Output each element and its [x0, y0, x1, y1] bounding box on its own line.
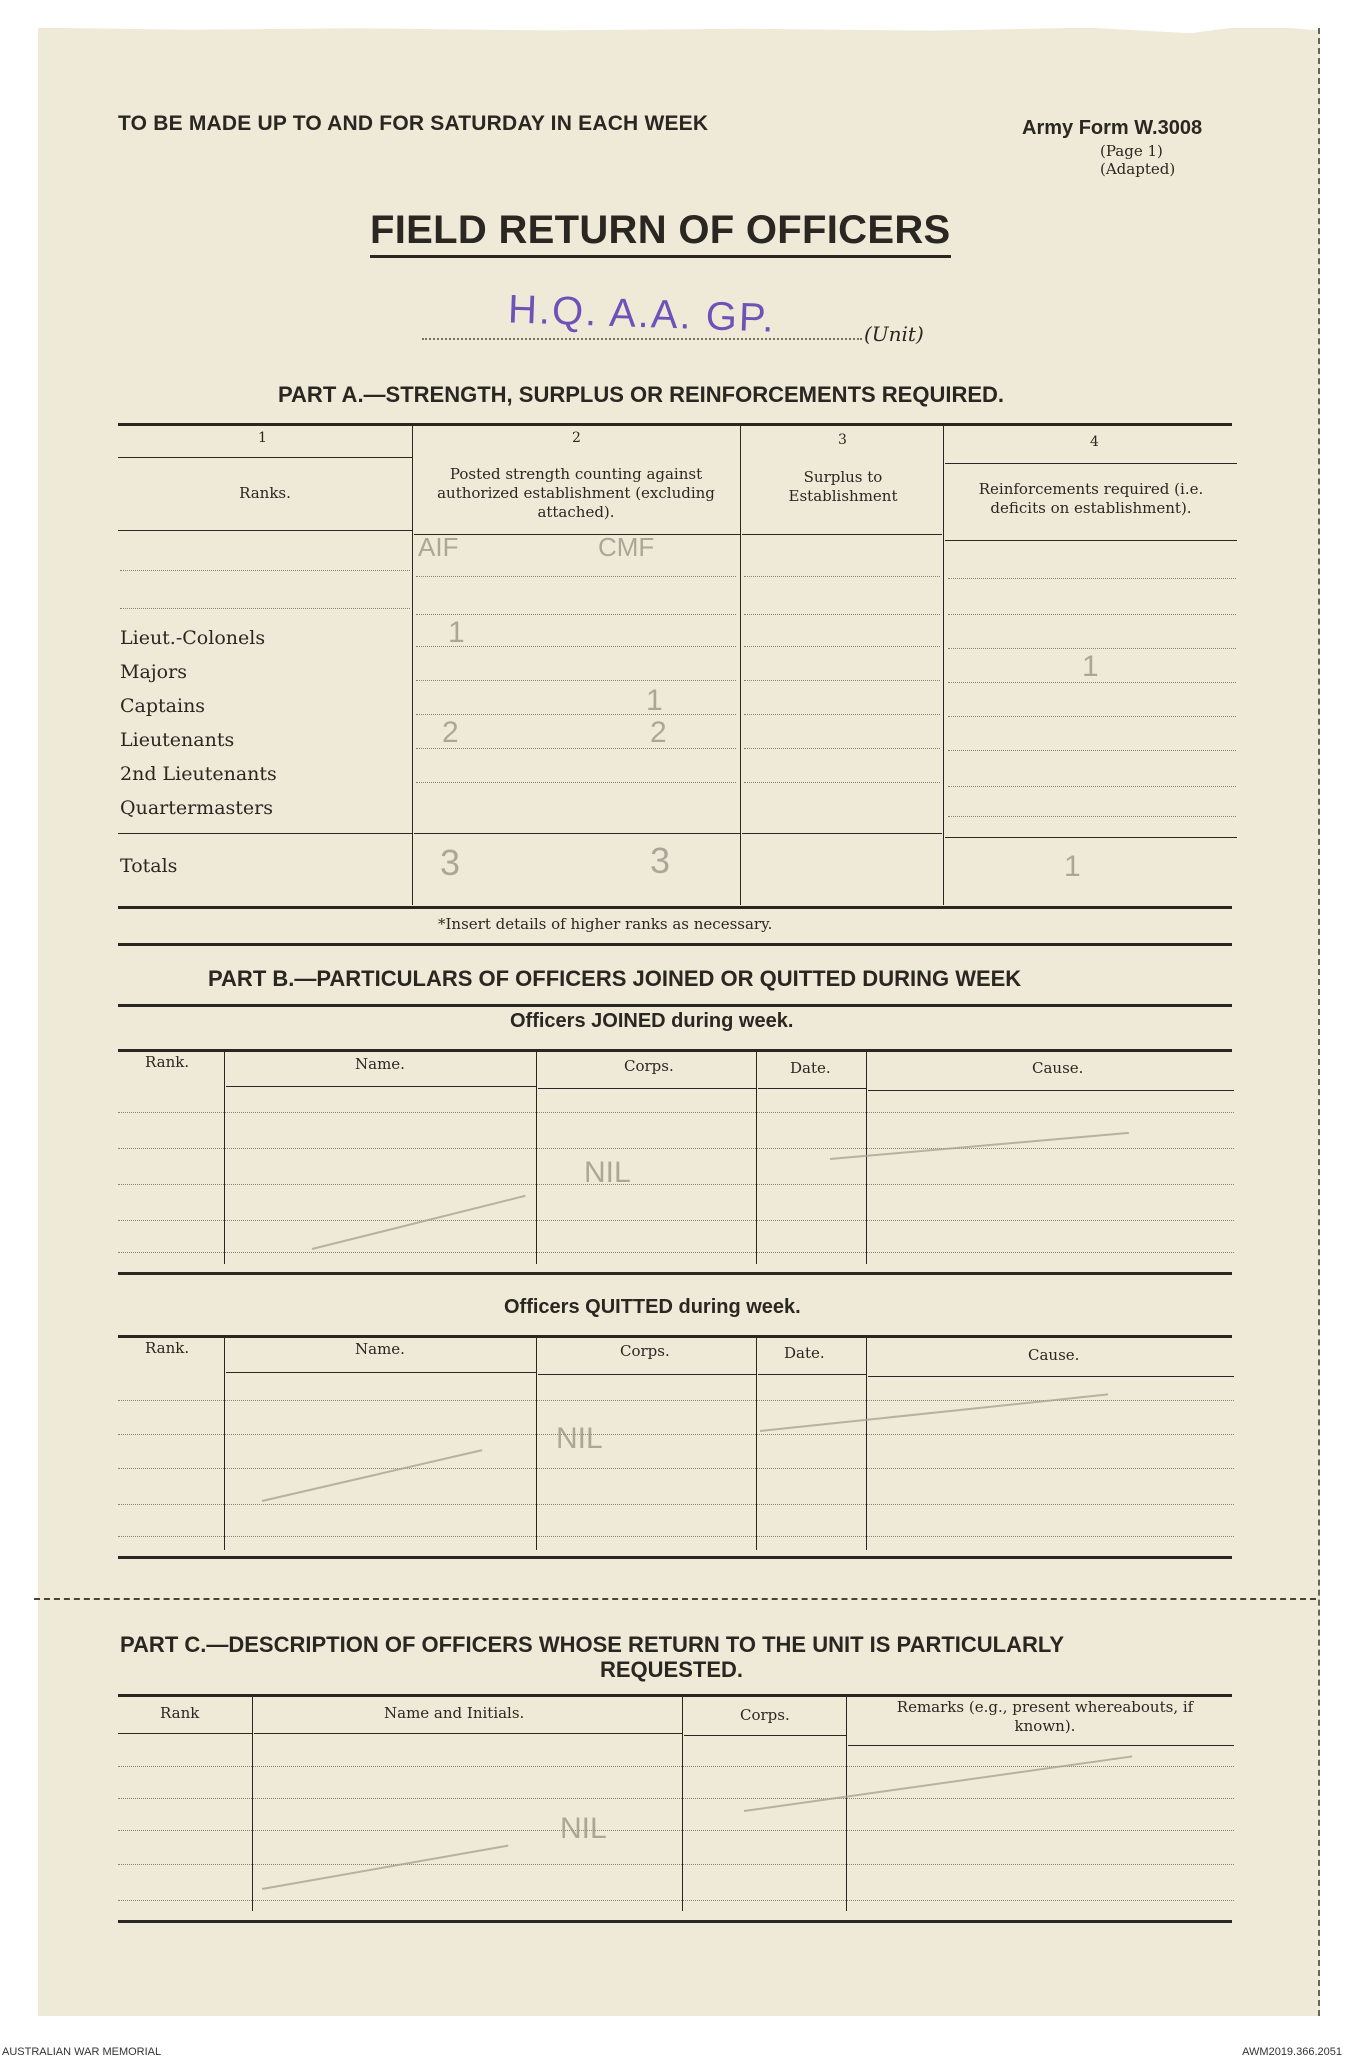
col-number-1: 1	[258, 430, 267, 446]
quitted-col-name: Name.	[355, 1340, 405, 1358]
part-c-title-line1: PART C.—DESCRIPTION OF OFFICERS WHOSE RETURN TO THE UNIT IS PARTICULARLY	[120, 1632, 1064, 1657]
joined-bottom-rule	[118, 1272, 1232, 1275]
unit-label: (Unit)	[864, 322, 924, 346]
totals-rule-4	[945, 837, 1237, 838]
totals-cmf: 3	[650, 840, 671, 881]
footer-right: AWM2019.366.2051	[1242, 2046, 1342, 2058]
joined-col-divider	[224, 1050, 225, 1264]
quitted-col-rank: Rank.	[145, 1339, 190, 1357]
joined-row-rule	[118, 1148, 1234, 1149]
quitted-col-divider	[756, 1336, 757, 1550]
row-rule	[120, 608, 410, 609]
quitted-col-divider	[536, 1336, 537, 1550]
perforation-line	[34, 1598, 1316, 1600]
part-c-col-remarks: Remarks (e.g., present whereabouts, if known).	[896, 1698, 1194, 1735]
rank-captains: Captains	[120, 695, 206, 717]
row-rule	[416, 680, 736, 681]
row-rule	[744, 614, 940, 615]
quitted-header-rule	[758, 1374, 866, 1375]
joined-col-corps: Corps.	[624, 1057, 674, 1075]
part-a-bottom-rule	[118, 906, 1232, 909]
part-b-title: PART B.—PARTICULARS OF OFFICERS JOINED OR QUITTED DURING WEEK	[208, 966, 1022, 991]
row-rule	[744, 782, 940, 783]
quitted-nil: NIL	[556, 1422, 603, 1455]
form-page: (Page 1)	[1100, 142, 1163, 160]
part-c-row-rule	[118, 1830, 1234, 1831]
header-rule-4	[945, 463, 1237, 464]
totals-label: Totals	[120, 855, 178, 877]
row-rule	[948, 816, 1236, 817]
part-c-header-rule	[118, 1733, 252, 1734]
lieutenants-aif: 2	[442, 716, 459, 749]
quitted-row-rule	[118, 1468, 1234, 1469]
form-subtitle	[1100, 142, 1175, 178]
quitted-header-rule	[538, 1374, 756, 1375]
instruction-text: TO BE MADE UP TO AND FOR SATURDAY IN EACH WEEK	[118, 112, 709, 135]
col-number-3: 3	[838, 432, 847, 448]
form-number: Army Form W.3008	[1022, 117, 1203, 139]
col-number-4: 4	[1090, 434, 1099, 450]
row-rule	[744, 748, 940, 749]
joined-col-name: Name.	[355, 1055, 405, 1073]
row-rule	[416, 576, 736, 577]
part-c-nil: NIL	[560, 1812, 607, 1845]
joined-col-divider	[866, 1050, 867, 1264]
form-adapted: (Adapted)	[1100, 160, 1176, 178]
col-number-2: 2	[572, 430, 581, 446]
part-a-top-rule	[118, 423, 1232, 426]
joined-row-rule	[118, 1184, 1234, 1185]
col-header-posted: Posted strength counting against authorized establishment (excluding attached).	[437, 465, 715, 521]
joined-col-rank: Rank.	[145, 1053, 190, 1071]
aif-label: AIF	[418, 532, 459, 562]
part-c-col-divider	[846, 1695, 847, 1911]
rank-majors: Majors	[120, 661, 187, 683]
part-a-footnote: *Insert details of higher ranks as necessary.	[438, 915, 773, 933]
quitted-bottom-rule	[118, 1556, 1232, 1559]
joined-header-rule	[226, 1086, 536, 1087]
joined-header-rule	[538, 1088, 756, 1089]
quitted-col-cause: Cause.	[1028, 1346, 1080, 1364]
quitted-header-rule	[868, 1376, 1234, 1377]
unit-line	[422, 338, 862, 340]
captains-cmf: 1	[646, 684, 663, 717]
quitted-header-rule	[226, 1372, 536, 1373]
rank-lieutenants: Lieutenants	[120, 729, 235, 751]
quitted-col-divider	[224, 1336, 225, 1550]
part-a-title: PART A.—STRENGTH, SURPLUS OR REINFORCEMENTS REQUIRED.	[278, 382, 1005, 407]
row-rule	[744, 646, 940, 647]
page-title: FIELD RETURN OF OFFICERS	[370, 208, 951, 258]
header-rule-1	[118, 457, 412, 458]
part-c-col-rank: Rank	[160, 1704, 200, 1722]
col-header-ranks: Ranks.	[239, 484, 291, 502]
quitted-col-divider	[866, 1336, 867, 1550]
part-c-row-rule	[118, 1900, 1234, 1901]
majors-reinforcements: 1	[1082, 650, 1099, 683]
col-header-reinforcements: Reinforcements required (i.e. deficits on establishment).	[978, 480, 1204, 517]
part-c-col-corps: Corps.	[740, 1706, 790, 1724]
part-c-header-rule	[848, 1745, 1234, 1746]
joined-col-divider	[756, 1050, 757, 1264]
row-rule	[948, 578, 1236, 579]
row-rule	[948, 786, 1236, 787]
rank-quartermasters: Quartermasters	[120, 797, 273, 819]
joined-title: Officers JOINED during week.	[510, 1010, 794, 1032]
part-c-col-divider	[682, 1695, 683, 1911]
quitted-col-corps: Corps.	[620, 1342, 670, 1360]
totals-reinforcements: 1	[1064, 850, 1081, 883]
part-c-header-rule	[254, 1733, 682, 1734]
header-bottom-rule-2	[414, 534, 740, 535]
row-rule	[416, 714, 736, 715]
row-rule	[948, 648, 1236, 649]
part-c-row-rule	[118, 1798, 1234, 1799]
joined-row-rule	[118, 1112, 1234, 1113]
part-c-bottom-rule	[118, 1920, 1232, 1923]
joined-col-date: Date.	[790, 1059, 831, 1077]
part-c-header-rule	[684, 1735, 846, 1736]
row-rule	[948, 614, 1236, 615]
joined-top-rule	[118, 1049, 1232, 1052]
joined-nil: NIL	[584, 1156, 631, 1189]
cmf-label: CMF	[598, 532, 655, 562]
quitted-row-rule	[118, 1400, 1234, 1401]
row-rule	[416, 782, 736, 783]
lieutenants-cmf: 2	[650, 716, 667, 749]
part-b-top-rule	[118, 943, 1232, 946]
header-bottom-rule-3	[742, 534, 942, 535]
row-rule	[948, 750, 1236, 751]
col-divider-3	[943, 425, 944, 905]
quitted-title: Officers QUITTED during week.	[504, 1296, 801, 1318]
quitted-row-rule	[118, 1504, 1234, 1505]
rank-lieut-colonels: Lieut.-Colonels	[120, 627, 266, 649]
part-c-col-divider	[252, 1695, 253, 1911]
part-b-rule	[118, 1004, 1232, 1007]
joined-row-rule	[118, 1252, 1234, 1253]
joined-row-rule	[118, 1220, 1234, 1221]
totals-rule-2	[414, 833, 740, 834]
col-divider-2	[740, 425, 741, 905]
row-rule	[744, 714, 940, 715]
part-c-row-rule	[118, 1864, 1234, 1865]
quitted-col-date: Date.	[784, 1344, 825, 1362]
part-c-top-rule	[118, 1694, 1232, 1697]
header-bottom-rule-4	[945, 540, 1237, 541]
joined-header-rule	[868, 1090, 1234, 1091]
totals-aif: 3	[440, 842, 461, 883]
part-c-title-line2: REQUESTED.	[600, 1657, 744, 1682]
col-divider-1	[412, 425, 413, 905]
footer-left: AUSTRALIAN WAR MEMORIAL	[2, 2046, 162, 2058]
quitted-row-rule	[118, 1434, 1234, 1435]
joined-col-divider	[536, 1050, 537, 1264]
lieut-colonels-aif: 1	[448, 616, 465, 649]
row-rule	[120, 570, 410, 571]
row-rule	[744, 576, 940, 577]
totals-rule-1	[118, 833, 412, 834]
row-rule	[416, 614, 736, 615]
row-rule	[416, 748, 736, 749]
quitted-top-rule	[118, 1335, 1232, 1338]
quitted-row-rule	[118, 1536, 1234, 1537]
totals-rule-3	[742, 833, 942, 834]
joined-header-rule	[758, 1088, 866, 1089]
row-rule	[744, 680, 940, 681]
row-rule	[948, 716, 1236, 717]
rank-2nd-lieutenants: 2nd Lieutenants	[120, 763, 277, 785]
joined-col-cause: Cause.	[1032, 1059, 1084, 1077]
unit-stamp: H.Q. A.A. GP.	[507, 287, 777, 341]
header-bottom-rule-1	[118, 530, 412, 531]
col-header-surplus: Surplus to Establishment	[788, 468, 898, 505]
part-c-col-name: Name and Initials.	[384, 1704, 525, 1722]
